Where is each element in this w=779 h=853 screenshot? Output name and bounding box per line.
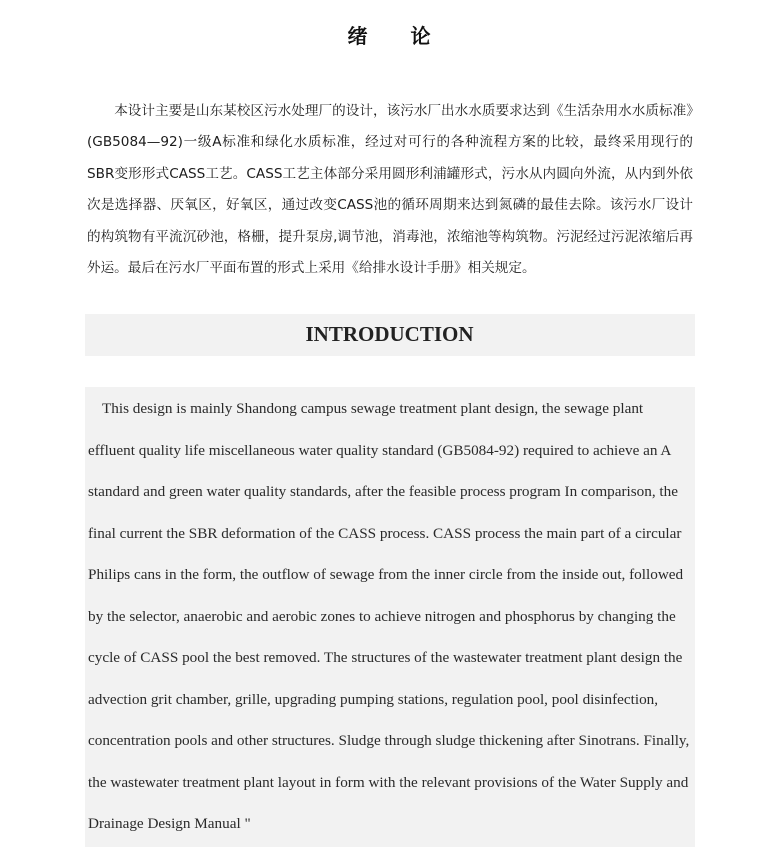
chinese-abstract: 本设计主要是山东某校区污水处理厂的设计，该污水厂出水水质要求达到《生活杂用水水质标准》(GB5084—92)一级A标准和绿化水质标准，经过对可行的各种流程方案的比较，最终采用现行的SBR变形形式CASS工艺。CASS工艺主体部分采用圆形利浦罐形式，污水从内圆向外流，从内到外依次是选择器、厌氧区，好氧区，通过改变CASS池的循环周期来达到氮磷的最佳去除。该污水厂设计的构筑物有平流沉砂池，格栅，提升泵房,调节池，消毒池，浓缩池等构筑物。污泥经过污泥浓缩后再外运。最后在污水厂平面布置的形式上采用《给排水设计手册》相关规定。 <box>87 103 693 277</box>
english-title: INTRODUCTION <box>305 322 474 346</box>
chinese-title: 绪 论 <box>347 24 432 48</box>
english-abstract: This design is mainly Shandong campus sewage treatment plant design, the sewage plant effluent quality life miscellaneous water quality standard (GB5084-92) required to achieve an A standard and green water quality standards, after the feasible process program In comparison, the final current the SBR deformation of the CASS process. CASS process the main part of a circular Philips cans in the form, the outflow of sewage from the inner circle from the inside out, followed by the selector, anaerobic and aerobic zones to achieve nitrogen and phosphorus by changing the cycle of CASS pool the best removed. The structures of the wastewater treatment plant design the advection grit chamber, grille, upgrading pumping stations, regulation pool, pool disinfection, concentration pools and other structures. Sludge through sludge thickening after Sinotrans. Finally, the wastewater treatment plant layout in form with the relevant provisions of the Water Supply and Drainage Design Manual " <box>88 400 690 832</box>
